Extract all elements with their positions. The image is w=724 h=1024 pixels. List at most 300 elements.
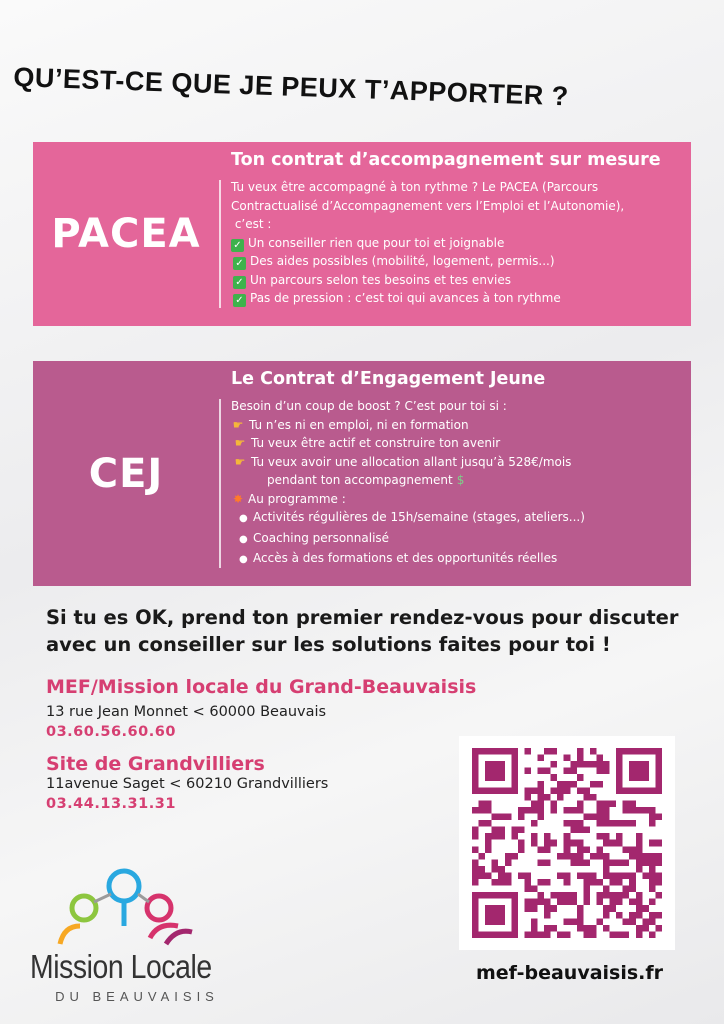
qr-module xyxy=(570,918,577,925)
qr-module xyxy=(564,899,571,906)
qr-module xyxy=(485,892,492,899)
cej-condition xyxy=(231,453,683,472)
qr-module xyxy=(570,807,577,814)
qr-module xyxy=(583,827,590,834)
qr-module xyxy=(472,761,479,768)
qr-module xyxy=(636,748,643,755)
qr-module xyxy=(485,846,492,853)
qr-module xyxy=(492,827,499,834)
qr-module xyxy=(577,755,584,762)
qr-module xyxy=(596,853,603,860)
qr-module xyxy=(655,814,662,821)
qr-module xyxy=(492,912,499,919)
qr-module xyxy=(511,755,518,762)
qr-module xyxy=(511,768,518,775)
qr-module xyxy=(596,768,603,775)
qr-module xyxy=(479,748,486,755)
qr-module xyxy=(629,774,636,781)
cej-condition-text: Tu n’es ni en emploi, ni en formation xyxy=(249,417,469,432)
qr-module xyxy=(505,879,512,886)
qr-module xyxy=(564,840,571,847)
qr-module xyxy=(551,800,558,807)
qr-module xyxy=(577,872,584,879)
qr-module xyxy=(577,925,584,932)
qr-module xyxy=(610,800,617,807)
qr-module xyxy=(583,899,590,906)
qr-module xyxy=(649,912,656,919)
cej-programme-text: Accès à des formations et des opportunités réelles xyxy=(253,551,558,565)
cta-line: Si tu es OK, prend ton premier rendez-vous pour discuter xyxy=(46,606,679,629)
qr-module xyxy=(511,925,518,932)
qr-module xyxy=(655,755,662,762)
bullet-icon: ● xyxy=(239,513,248,524)
site-address-beauvais: 13 rue Jean Monnet < 60000 Beauvais xyxy=(46,704,327,720)
qr-module xyxy=(636,905,643,912)
cej-condition xyxy=(231,416,683,435)
qr-module xyxy=(649,807,656,814)
qr-module xyxy=(655,912,662,919)
qr-module xyxy=(472,905,479,912)
qr-module xyxy=(538,781,545,788)
qr-module xyxy=(538,755,545,762)
qr-module xyxy=(531,918,538,925)
qr-module xyxy=(544,846,551,853)
qr-module xyxy=(557,899,564,906)
qr-module xyxy=(544,748,551,755)
qr-module xyxy=(577,807,584,814)
site-phone-grandvilliers[interactable]: 03.44.13.31.31 xyxy=(46,796,176,812)
qr-module xyxy=(557,872,564,879)
qr-module xyxy=(544,840,551,847)
qr-module xyxy=(629,800,636,807)
qr-module xyxy=(472,748,479,755)
site-phone-beauvais[interactable]: 03.60.56.60.60 xyxy=(46,724,176,740)
logo-name: Mission Locale xyxy=(30,948,212,985)
qr-module xyxy=(603,905,610,912)
cej-continuation-text: pendant ton accompagnement xyxy=(267,473,453,487)
qr-module xyxy=(511,931,518,938)
qr-module xyxy=(583,794,590,801)
qr-module xyxy=(538,931,545,938)
qr-module xyxy=(583,892,590,899)
qr-module xyxy=(596,892,603,899)
qr-module xyxy=(636,833,643,840)
qr-module xyxy=(610,905,617,912)
qr-module xyxy=(498,892,505,899)
qr-module xyxy=(590,748,597,755)
call-to-action xyxy=(46,604,696,658)
qr-module xyxy=(629,879,636,886)
qr-module xyxy=(636,761,643,768)
qr-module xyxy=(498,774,505,781)
qr-module xyxy=(538,899,545,906)
qr-module xyxy=(557,892,564,899)
qr-module xyxy=(629,853,636,860)
qr-module xyxy=(583,859,590,866)
qr-module xyxy=(485,768,492,775)
qr-module xyxy=(596,833,603,840)
website-link[interactable]: mef-beauvaisis.fr xyxy=(476,962,664,984)
qr-module xyxy=(623,846,630,853)
qr-module xyxy=(544,905,551,912)
qr-module xyxy=(531,833,538,840)
qr-module xyxy=(642,748,649,755)
qr-code[interactable] xyxy=(459,736,675,950)
pacea-divider xyxy=(219,180,221,308)
qr-module xyxy=(551,787,558,794)
qr-module xyxy=(518,827,525,834)
qr-module xyxy=(472,807,479,814)
qr-module xyxy=(596,879,603,886)
qr-module xyxy=(616,892,623,899)
qr-module xyxy=(596,820,603,827)
qr-module xyxy=(655,761,662,768)
qr-module xyxy=(505,892,512,899)
qr-module xyxy=(472,755,479,762)
qr-module xyxy=(531,840,538,847)
qr-module xyxy=(596,918,603,925)
qr-module xyxy=(642,918,649,925)
qr-module xyxy=(524,931,531,938)
qr-module xyxy=(524,748,531,755)
qr-module xyxy=(564,846,571,853)
pacea-item-text: Des aides possibles (mobilité, logement, permis...) xyxy=(250,254,555,268)
qr-module xyxy=(655,859,662,866)
qr-module xyxy=(616,840,623,847)
qr-module xyxy=(583,761,590,768)
check-mark-icon: ✓ xyxy=(233,276,246,289)
pacea-item xyxy=(231,252,683,271)
qr-module xyxy=(636,859,643,866)
people-network-icon xyxy=(54,866,194,946)
qr-module xyxy=(505,859,512,866)
qr-module xyxy=(472,892,479,899)
pacea-item-text: Un parcours selon tes besoins et tes envies xyxy=(250,272,511,287)
qr-module xyxy=(629,899,636,906)
pacea-item xyxy=(231,271,683,290)
qr-module xyxy=(472,879,479,886)
cej-body xyxy=(229,361,691,586)
qr-module xyxy=(603,800,610,807)
qr-module xyxy=(485,912,492,919)
qr-module xyxy=(524,905,531,912)
qr-module xyxy=(655,748,662,755)
qr-module xyxy=(472,827,479,834)
qr-module xyxy=(564,833,571,840)
qr-module xyxy=(498,872,505,879)
qr-module xyxy=(472,925,479,932)
qr-code-graphic xyxy=(471,748,663,938)
qr-module xyxy=(596,899,603,906)
qr-module xyxy=(538,859,545,866)
qr-module xyxy=(636,853,643,860)
qr-module xyxy=(616,787,623,794)
pacea-item xyxy=(231,234,683,253)
qr-module xyxy=(551,840,558,847)
qr-module xyxy=(498,814,505,821)
qr-module xyxy=(616,768,623,775)
qr-module xyxy=(524,872,531,879)
qr-module xyxy=(649,859,656,866)
qr-module xyxy=(531,800,538,807)
qr-module xyxy=(642,761,649,768)
qr-module xyxy=(610,859,617,866)
qr-module xyxy=(636,912,643,919)
pacea-item xyxy=(231,289,683,308)
qr-module xyxy=(596,755,603,762)
qr-module xyxy=(642,905,649,912)
qr-module xyxy=(492,761,499,768)
qr-module xyxy=(544,879,551,886)
qr-module xyxy=(492,814,499,821)
qr-module xyxy=(616,899,623,906)
qr-module xyxy=(636,866,643,873)
qr-module xyxy=(538,794,545,801)
qr-module xyxy=(564,787,571,794)
qr-module xyxy=(577,918,584,925)
qr-module xyxy=(590,761,597,768)
qr-module xyxy=(610,931,617,938)
qr-module xyxy=(524,787,531,794)
qr-module xyxy=(492,787,499,794)
qr-module xyxy=(603,866,610,873)
qr-module xyxy=(472,872,479,879)
qr-module xyxy=(492,859,499,866)
qr-module xyxy=(636,768,643,775)
qr-module xyxy=(603,892,610,899)
qr-module xyxy=(564,768,571,775)
qr-module xyxy=(616,781,623,788)
qr-module xyxy=(570,840,577,847)
qr-module xyxy=(564,931,571,938)
qr-module xyxy=(498,833,505,840)
cej-programme-item xyxy=(231,549,683,570)
qr-module xyxy=(472,833,479,840)
mission-locale-logo xyxy=(30,866,240,1006)
qr-module xyxy=(596,814,603,821)
qr-module xyxy=(511,905,518,912)
qr-module xyxy=(603,925,610,932)
qr-module xyxy=(485,840,492,847)
qr-module xyxy=(472,781,479,788)
qr-module xyxy=(603,912,610,919)
qr-module xyxy=(551,925,558,932)
qr-module xyxy=(485,820,492,827)
qr-module xyxy=(649,872,656,879)
cej-programme-item xyxy=(231,529,683,550)
qr-module xyxy=(531,905,538,912)
qr-module xyxy=(524,794,531,801)
qr-module xyxy=(649,787,656,794)
cta-line: avec un conseiller sur les solutions faites pour toi ! xyxy=(46,633,611,656)
qr-module xyxy=(649,814,656,821)
qr-module xyxy=(649,918,656,925)
qr-module xyxy=(551,774,558,781)
qr-module xyxy=(616,879,623,886)
qr-module xyxy=(642,872,649,879)
qr-module xyxy=(642,774,649,781)
qr-module xyxy=(616,761,623,768)
qr-module xyxy=(531,820,538,827)
qr-module xyxy=(518,846,525,853)
qr-module xyxy=(479,787,486,794)
qr-module xyxy=(655,892,662,899)
qr-module xyxy=(485,774,492,781)
qr-module xyxy=(492,748,499,755)
qr-module xyxy=(616,774,623,781)
qr-module xyxy=(590,925,597,932)
qr-module xyxy=(492,768,499,775)
qr-module xyxy=(629,748,636,755)
qr-module xyxy=(623,859,630,866)
qr-module xyxy=(655,853,662,860)
qr-module xyxy=(655,840,662,847)
qr-module xyxy=(511,748,518,755)
qr-module xyxy=(642,853,649,860)
qr-module xyxy=(492,918,499,925)
qr-module xyxy=(505,931,512,938)
qr-module xyxy=(538,768,545,775)
cej-programme-text: Coaching personnalisé xyxy=(253,530,390,545)
qr-module xyxy=(610,872,617,879)
qr-module xyxy=(485,872,492,879)
qr-module xyxy=(649,853,656,860)
cej-intro: Besoin d’un coup de boost ? C’est pour toi si : xyxy=(231,399,507,413)
qr-module xyxy=(498,879,505,886)
qr-module xyxy=(564,872,571,879)
pacea-item-text: Un conseiller rien que pour toi et joignable xyxy=(248,235,505,250)
qr-module xyxy=(577,748,584,755)
qr-module xyxy=(492,866,499,873)
cej-heading: Le Contrat d’Engagement Jeune xyxy=(231,369,546,389)
qr-module xyxy=(538,787,545,794)
qr-module xyxy=(498,866,505,873)
pacea-body xyxy=(229,142,691,326)
qr-module xyxy=(544,925,551,932)
qr-module xyxy=(472,787,479,794)
qr-module xyxy=(492,774,499,781)
qr-module xyxy=(511,781,518,788)
qr-module xyxy=(590,853,597,860)
qr-module xyxy=(636,787,643,794)
qr-module xyxy=(472,912,479,919)
qr-module xyxy=(577,774,584,781)
qr-module xyxy=(570,899,577,906)
qr-module xyxy=(590,872,597,879)
qr-module xyxy=(538,879,545,886)
qr-module xyxy=(577,787,584,794)
qr-module xyxy=(642,807,649,814)
qr-module xyxy=(610,879,617,886)
qr-module xyxy=(485,918,492,925)
qr-module xyxy=(596,846,603,853)
site-name-grandvilliers: Site de Grandvilliers xyxy=(46,753,265,775)
qr-module xyxy=(649,866,656,873)
qr-module xyxy=(505,872,512,879)
qr-module xyxy=(479,807,486,814)
pacea-item-text: Pas de pression : c’est toi qui avances à ton rythme xyxy=(250,291,561,305)
cej-condition-continuation xyxy=(231,471,683,490)
qr-module xyxy=(570,827,577,834)
qr-module xyxy=(603,853,610,860)
qr-module xyxy=(596,781,603,788)
qr-module xyxy=(485,748,492,755)
qr-module xyxy=(479,892,486,899)
qr-module xyxy=(538,807,545,814)
qr-module xyxy=(518,872,525,879)
qr-module xyxy=(577,853,584,860)
qr-module xyxy=(649,840,656,847)
qr-module xyxy=(642,859,649,866)
cej-programme-text: Activités régulières de 15h/semaine (stages, ateliers...) xyxy=(253,510,585,524)
qr-module xyxy=(636,899,643,906)
qr-module xyxy=(649,879,656,886)
qr-module xyxy=(564,820,571,827)
qr-module xyxy=(577,912,584,919)
pacea-card xyxy=(33,142,691,326)
qr-module xyxy=(629,820,636,827)
qr-module xyxy=(472,774,479,781)
qr-module xyxy=(518,840,525,847)
qr-module xyxy=(472,918,479,925)
qr-module xyxy=(498,931,505,938)
cej-condition-text: Tu veux avoir une allocation allant jusqu’à 528€/mois xyxy=(251,454,572,469)
qr-module xyxy=(629,918,636,925)
qr-module xyxy=(583,846,590,853)
qr-module xyxy=(655,768,662,775)
qr-module xyxy=(649,899,656,906)
qr-module xyxy=(544,931,551,938)
qr-module xyxy=(511,918,518,925)
qr-module xyxy=(485,833,492,840)
qr-module xyxy=(564,918,571,925)
qr-module xyxy=(492,879,499,886)
qr-module xyxy=(577,905,584,912)
qr-module xyxy=(636,931,643,938)
qr-module xyxy=(524,879,531,886)
qr-module xyxy=(577,859,584,866)
cej-programme-item xyxy=(231,508,683,529)
qr-module xyxy=(590,781,597,788)
qr-module xyxy=(636,807,643,814)
qr-module xyxy=(603,886,610,893)
qr-module xyxy=(629,912,636,919)
qr-module xyxy=(616,755,623,762)
qr-module xyxy=(564,879,571,886)
page-title: QU’EST-CE QUE JE PEUX T’APPORTER ? xyxy=(12,62,570,112)
qr-module xyxy=(655,879,662,886)
qr-module xyxy=(498,827,505,834)
qr-module xyxy=(623,872,630,879)
pacea-intro-line: Contractualisé d’Accompagnement vers l’Emploi et l’Autonomie), xyxy=(231,198,625,213)
qr-module xyxy=(472,846,479,853)
qr-module xyxy=(524,807,531,814)
qr-module xyxy=(505,853,512,860)
qr-module xyxy=(583,925,590,932)
qr-module xyxy=(623,931,630,938)
qr-module xyxy=(511,774,518,781)
qr-module xyxy=(655,872,662,879)
qr-module xyxy=(577,761,584,768)
qr-module xyxy=(642,787,649,794)
qr-module xyxy=(485,931,492,938)
qr-module xyxy=(511,892,518,899)
qr-module xyxy=(655,774,662,781)
qr-module xyxy=(577,820,584,827)
qr-module xyxy=(583,886,590,893)
qr-module xyxy=(642,925,649,932)
qr-module xyxy=(511,899,518,906)
